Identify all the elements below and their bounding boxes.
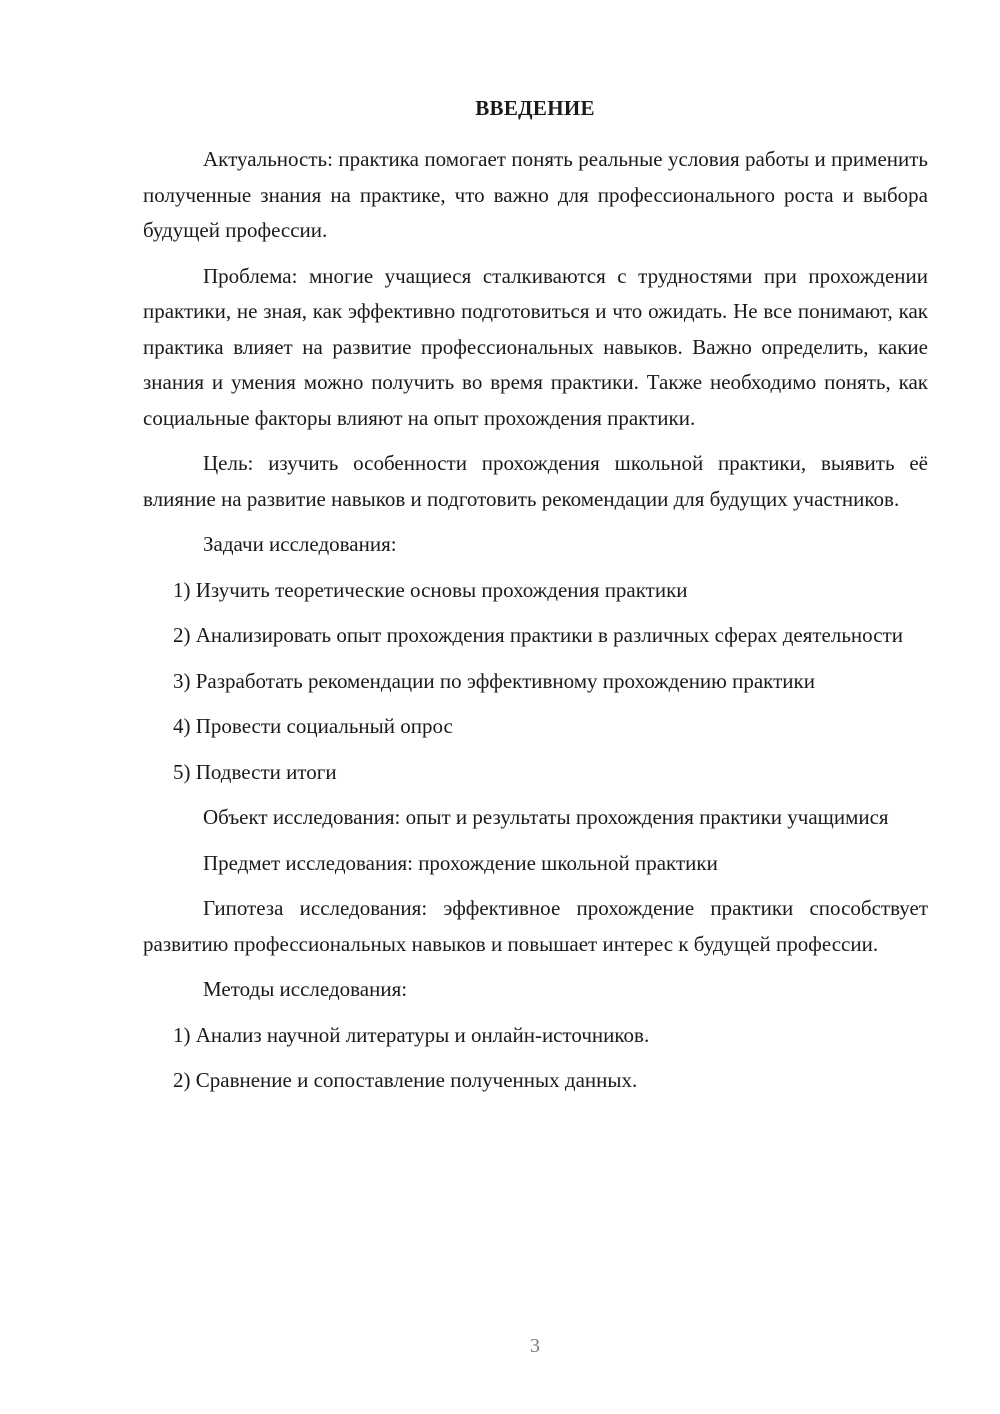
paragraph-goal: Цель: изучить особенности прохождения школьной практики, выявить её влияние на развитие навыков и подготовить рекомендации для будущих участников. [143,451,928,511]
list-item-task-3: 3) Разработать рекомендации по эффективному прохождению практики [173,668,815,693]
list-item-task-1: 1) Изучить теоретические основы прохождения практики [173,577,688,602]
body-text [143,142,928,1109]
paragraph-methods-heading: Методы исследования: [203,977,408,1001]
paragraph-object: Объект исследования: опыт и результаты прохождения практики учащимися [203,805,889,829]
page-number: 3 [530,1335,540,1357]
section-heading: ВВЕДЕНИЕ [475,96,595,120]
paragraph-hypothesis: Гипотеза исследования: эффективное прохождение практики способствует развитию профессиональных навыков и повышает интерес к будущей профессии. [143,896,928,956]
list-item-task-5: 5) Подвести итоги [173,759,337,784]
paragraph-relevance: Актуальность: практика помогает понять реальные условия работы и применить полученные знания на практике, что важно для профессионального роста и выбора будущей профессии. [143,147,928,242]
list-item-method-1: 1) Анализ научной литературы и онлайн-источников. [173,1022,650,1047]
paragraph-subject: Предмет исследования: прохождение школьной практики [203,850,718,875]
paragraph-problem: Проблема: многие учащиеся сталкиваются с трудностями при прохождении практики, не зная, как эффективно подготовиться и что ожидать. Не все понимают, как практика влияет на развитие профессиональных навыков. Важно определить, какие знания и умения можно получить во время практики. Также необходимо понять, как социальные факторы влияют на опыт прохождения практики. [143,263,928,430]
list-item-method-2: 2) Сравнение и сопоставление полученных данных. [173,1068,638,1092]
list-item-task-4: 4) Провести социальный опрос [173,714,453,738]
paragraph-tasks-heading: Задачи исследования: [203,532,397,556]
list-item-task-2: 2) Анализировать опыт прохождения практики в различных сферах деятельности [173,623,903,647]
